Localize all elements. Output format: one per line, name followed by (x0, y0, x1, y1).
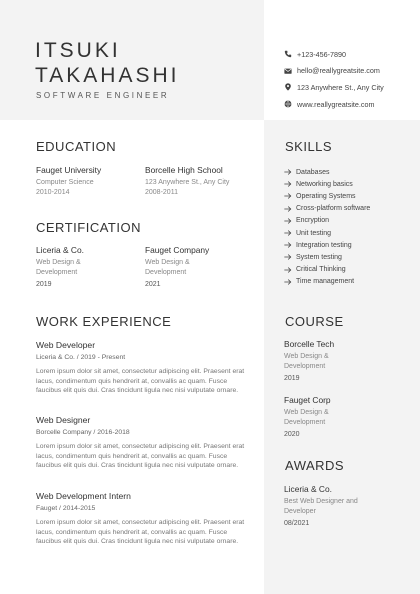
education-detail: Computer Science (36, 179, 94, 186)
skill-item (284, 203, 414, 215)
education-school: Fauget University (36, 165, 102, 175)
job-meta: Liceria & Co. / 2019 - Present (36, 354, 126, 361)
education-school: Borcelle High School (145, 165, 223, 175)
contact-list (284, 46, 414, 113)
arrow-right-icon (284, 267, 292, 273)
skill-item (284, 190, 414, 202)
certification-detail: Web Design & (36, 259, 81, 266)
certification-detail: Development (36, 268, 78, 276)
award-detail: Developer (284, 507, 316, 515)
skill-label: Unit testing (296, 229, 332, 237)
candidate-name (35, 38, 179, 88)
skill-item (284, 215, 414, 227)
arrow-right-icon (284, 193, 292, 199)
award-name: Liceria & Co. (284, 484, 332, 494)
job-entry (36, 340, 250, 396)
arrow-right-icon (284, 254, 292, 260)
contact-website (284, 96, 414, 112)
awards-title: AWARDS (285, 458, 345, 473)
skill-item (284, 227, 414, 239)
email-text: hello@reallygreatsite.com (297, 66, 380, 76)
skill-item (284, 276, 414, 288)
certification-title: CERTIFICATION (36, 220, 141, 235)
phone-icon (284, 50, 292, 58)
job-description: Lorem ipsum dolor sit amet, consectetur adipiscing elit. Praesent erat lacus, condimentum quis hendrerit at, convallis ac quam. Fusce faucibus elit quis dui. Cras tincidunt ligula nec nisi vulputate ornare. (36, 368, 245, 395)
certification-year: 2019 (36, 281, 52, 288)
arrow-right-icon (284, 169, 292, 175)
education-detail: 123 Anywhere St., Any City (145, 179, 230, 186)
education-title: EDUCATION (36, 139, 117, 154)
skill-label: Critical Thinking (296, 266, 346, 274)
skills-title: SKILLS (285, 139, 333, 154)
education-item (36, 165, 141, 197)
award-detail: Best Web Designer and (284, 498, 358, 505)
arrow-right-icon (284, 206, 292, 212)
job-entry (36, 415, 250, 471)
skill-label: System testing (296, 253, 342, 261)
course-year: 2019 (284, 375, 300, 382)
certification-item (36, 245, 141, 290)
education-years: 2010-2014 (36, 188, 70, 196)
course-detail: Development (284, 418, 326, 426)
contact-address (284, 79, 414, 95)
job-title: Web Designer (36, 415, 91, 425)
job-title: Web Development Intern (36, 491, 131, 501)
award-date: 08/2021 (284, 520, 310, 527)
certification-year: 2021 (145, 281, 161, 288)
course-title: COURSE (285, 314, 344, 329)
course-name: Borcelle Tech (284, 339, 335, 349)
arrow-right-icon (284, 218, 292, 224)
job-entry (36, 491, 250, 547)
skill-item (284, 264, 414, 276)
skill-label: Time management (296, 278, 355, 286)
job-role: SOFTWARE ENGINEER (36, 91, 170, 100)
job-meta: Fauget / 2014-2015 (36, 505, 96, 512)
arrow-right-icon (284, 242, 292, 248)
skill-label: Cross-platform software (296, 205, 371, 213)
certification-item (145, 245, 260, 290)
certification-detail: Development (145, 268, 187, 276)
name-line-1: ITSUKI (35, 39, 121, 62)
location-icon (284, 83, 292, 91)
name-line-2: TAKAHASHI (35, 64, 180, 87)
skill-item (284, 166, 414, 178)
course-detail: Development (284, 362, 326, 370)
skill-item (284, 251, 414, 263)
skills-list (284, 166, 414, 288)
job-description: Lorem ipsum dolor sit amet, consectetur adipiscing elit. Praesent erat lacus, condimentum quis hendrerit at, convallis ac quam. Fusce faucibus elit quis dui. Cras tincidunt ligula nec nisi vulputate ornare. (36, 519, 245, 546)
skill-label: Integration testing (296, 241, 352, 249)
course-year: 2020 (284, 431, 300, 438)
job-title: Web Developer (36, 340, 96, 350)
phone-text: +123-456-7890 (297, 49, 346, 59)
contact-email (284, 63, 414, 79)
certification-detail: Web Design & (145, 259, 190, 266)
certification-name: Liceria & Co. (36, 245, 84, 255)
skill-item (284, 178, 414, 190)
contact-phone (284, 46, 414, 62)
email-icon (284, 67, 292, 75)
job-description: Lorem ipsum dolor sit amet, consectetur adipiscing elit. Praesent erat lacus, condimentum quis hendrerit at, convallis ac quam. Fusce faucibus elit quis dui. Cras tincidunt ligula nec nisi vulputate ornare. (36, 443, 245, 470)
course-item (284, 395, 414, 440)
skill-label: Databases (296, 168, 330, 176)
skill-item (284, 239, 414, 251)
globe-icon (284, 100, 292, 108)
course-detail: Web Design & (284, 353, 329, 360)
work-experience-title: WORK EXPERIENCE (36, 314, 172, 329)
education-item (145, 165, 260, 197)
website-text: www.reallygreatsite.com (297, 99, 375, 109)
arrow-right-icon (284, 181, 292, 187)
job-meta: Borcelle Company / 2016-2018 (36, 429, 130, 436)
arrow-right-icon (284, 230, 292, 236)
address-text: 123 Anywhere St., Any City (297, 82, 384, 92)
course-detail: Web Design & (284, 409, 329, 416)
certification-name: Fauget Company (145, 245, 210, 255)
skill-label: Operating Systems (296, 192, 356, 200)
arrow-right-icon (284, 279, 292, 285)
skill-label: Encryption (296, 217, 330, 225)
course-name: Fauget Corp (284, 395, 331, 405)
award-item (284, 484, 414, 529)
education-years: 2008-2011 (145, 188, 178, 196)
skill-label: Networking basics (296, 180, 353, 188)
course-item (284, 339, 414, 384)
